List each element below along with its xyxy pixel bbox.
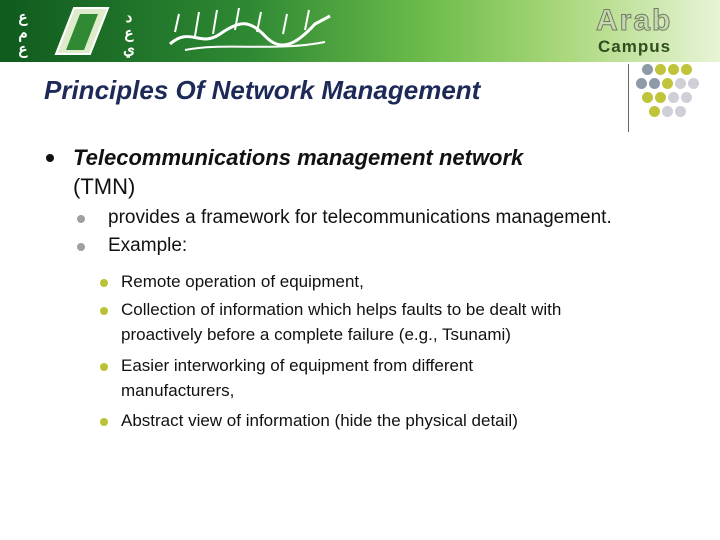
aou-emblem-icon — [52, 4, 112, 58]
brand-arab: Arab — [596, 4, 673, 37]
example-item-interworking-line1: Easier interworking of equipment from different — [121, 356, 474, 375]
dot — [662, 106, 673, 117]
calligraphy-icon — [165, 6, 335, 56]
sub-bullet-framework: provides a framework for telecommunications management. — [108, 207, 612, 228]
bullet-level3 — [100, 279, 108, 287]
slide-title: Principles Of Network Management — [44, 75, 481, 105]
logo-letter: ع — [18, 9, 28, 26]
dot — [681, 92, 692, 103]
dot — [636, 78, 647, 89]
dot — [655, 92, 666, 103]
bullet-level2 — [77, 243, 85, 251]
bullet-level3 — [100, 418, 108, 426]
dot — [681, 64, 692, 75]
bullet-level3 — [100, 363, 108, 371]
title-divider — [628, 64, 629, 132]
logo-letter: م — [18, 25, 28, 42]
example-item-collection-line2: proactively before a complete failure (e.g., Tsunami) — [121, 325, 511, 344]
logo-letter: ي — [123, 41, 135, 58]
example-item-abstract: Abstract view of information (hide the physical detail) — [121, 411, 518, 430]
bullet-tmn-abbrev: (TMN) — [73, 174, 136, 199]
dot — [668, 92, 679, 103]
dot — [662, 78, 673, 89]
example-item-collection-line1: Collection of information which helps faults to be dealt with — [121, 300, 562, 319]
dot — [655, 64, 666, 75]
bullet-level2 — [77, 215, 85, 223]
dot — [675, 78, 686, 89]
header-banner — [0, 0, 720, 62]
dot — [675, 106, 686, 117]
dot — [642, 92, 653, 103]
aou-logo-left — [8, 6, 38, 58]
dot — [688, 78, 699, 89]
bullet-level3 — [100, 307, 108, 315]
sub-bullet-example: Example: — [108, 235, 188, 256]
aou-logo-right — [114, 6, 144, 58]
dot — [642, 64, 653, 75]
example-item-interworking-line2: manufacturers, — [121, 381, 235, 400]
bullet-level1 — [46, 154, 54, 162]
dot — [649, 78, 660, 89]
logo-letter: ع — [18, 41, 28, 58]
logo-letter: ع — [124, 25, 134, 42]
example-item-remote: Remote operation of equipment, — [121, 272, 364, 291]
brand-campus: Campus — [598, 37, 672, 56]
dot — [649, 106, 660, 117]
dot — [668, 64, 679, 75]
logo-letter: د — [125, 9, 133, 26]
bullet-tmn-emphasis: Telecommunications management network — [73, 145, 524, 170]
